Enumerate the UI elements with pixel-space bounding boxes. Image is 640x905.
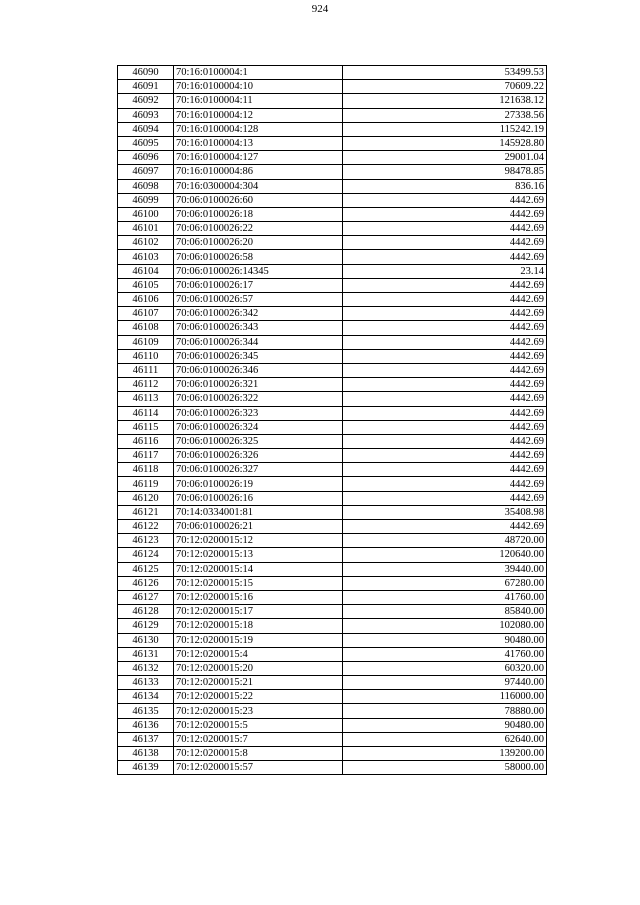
- table-row: [118, 449, 547, 463]
- row-number-cell: 46095: [118, 136, 174, 150]
- row-number-cell: 46133: [118, 676, 174, 690]
- value-cell: 4442.69: [343, 392, 547, 406]
- table-row: [118, 420, 547, 434]
- table-row: [118, 534, 547, 548]
- table-row: [118, 122, 547, 136]
- row-number-cell: 46109: [118, 335, 174, 349]
- row-number-cell: 46108: [118, 321, 174, 335]
- table-row: [118, 718, 547, 732]
- row-number-cell: 46113: [118, 392, 174, 406]
- cadastral-number-cell: 70:12:0200015:19: [174, 633, 343, 647]
- cadastral-number-cell: 70:12:0200015:15: [174, 576, 343, 590]
- cadastral-number-cell: 70:16:0100004:11: [174, 94, 343, 108]
- value-cell: 48720.00: [343, 534, 547, 548]
- cadastral-number-cell: 70:12:0200015:21: [174, 676, 343, 690]
- value-cell: 4442.69: [343, 363, 547, 377]
- value-cell: 98478.85: [343, 165, 547, 179]
- cadastral-number-cell: 70:06:0100026:57: [174, 293, 343, 307]
- cadastral-number-cell: 70:06:0100026:60: [174, 193, 343, 207]
- table-row: [118, 590, 547, 604]
- table-row: [118, 193, 547, 207]
- cadastral-number-cell: 70:16:0100004:128: [174, 122, 343, 136]
- table-row: [118, 463, 547, 477]
- page-number: 924: [311, 3, 329, 15]
- cadastral-number-cell: 70:12:0200015:16: [174, 590, 343, 604]
- row-number-cell: 46115: [118, 420, 174, 434]
- value-cell: 4442.69: [343, 378, 547, 392]
- value-cell: 53499.53: [343, 66, 547, 80]
- row-number-cell: 46131: [118, 647, 174, 661]
- table-row: [118, 690, 547, 704]
- table-row: [118, 250, 547, 264]
- row-number-cell: 46122: [118, 520, 174, 534]
- table-row: [118, 293, 547, 307]
- table-body: [118, 66, 547, 775]
- cadastral-number-cell: 70:12:0200015:18: [174, 619, 343, 633]
- value-cell: 102080.00: [343, 619, 547, 633]
- value-cell: 4442.69: [343, 193, 547, 207]
- row-number-cell: 46114: [118, 406, 174, 420]
- row-number-cell: 46112: [118, 378, 174, 392]
- cadastral-number-cell: 70:14:0334001:81: [174, 505, 343, 519]
- cadastral-number-cell: 70:12:0200015:13: [174, 548, 343, 562]
- value-cell: 85840.00: [343, 605, 547, 619]
- value-cell: 90480.00: [343, 718, 547, 732]
- table-row: [118, 66, 547, 80]
- value-cell: 121638.12: [343, 94, 547, 108]
- cadastral-number-cell: 70:06:0100026:325: [174, 434, 343, 448]
- value-cell: 90480.00: [343, 633, 547, 647]
- value-cell: 4442.69: [343, 406, 547, 420]
- cadastral-number-cell: 70:06:0100026:16: [174, 491, 343, 505]
- row-number-cell: 46098: [118, 179, 174, 193]
- row-number-cell: 46134: [118, 690, 174, 704]
- table-row: [118, 434, 547, 448]
- value-cell: 120640.00: [343, 548, 547, 562]
- value-cell: 116000.00: [343, 690, 547, 704]
- table-row: [118, 307, 547, 321]
- row-number-cell: 46121: [118, 505, 174, 519]
- value-cell: 4442.69: [343, 491, 547, 505]
- row-number-cell: 46106: [118, 293, 174, 307]
- value-cell: 41760.00: [343, 590, 547, 604]
- cadastral-number-cell: 70:12:0200015:8: [174, 747, 343, 761]
- row-number-cell: 46128: [118, 605, 174, 619]
- value-cell: 139200.00: [343, 747, 547, 761]
- table-row: [118, 136, 547, 150]
- table-row: [118, 704, 547, 718]
- table-row: [118, 647, 547, 661]
- table-row: [118, 222, 547, 236]
- cadastral-number-cell: 70:12:0200015:7: [174, 732, 343, 746]
- cadastral-number-cell: 70:16:0100004:1: [174, 66, 343, 80]
- cadastral-number-cell: 70:12:0200015:5: [174, 718, 343, 732]
- value-cell: 70609.22: [343, 80, 547, 94]
- cadastral-number-cell: 70:06:0100026:344: [174, 335, 343, 349]
- value-cell: 4442.69: [343, 420, 547, 434]
- cadastral-number-cell: 70:06:0100026:14345: [174, 264, 343, 278]
- cadastral-number-cell: 70:16:0100004:12: [174, 108, 343, 122]
- cadastral-number-cell: 70:06:0100026:327: [174, 463, 343, 477]
- cadastral-number-cell: 70:06:0100026:343: [174, 321, 343, 335]
- row-number-cell: 46094: [118, 122, 174, 136]
- value-cell: 35408.98: [343, 505, 547, 519]
- value-cell: 4442.69: [343, 463, 547, 477]
- value-cell: 4442.69: [343, 293, 547, 307]
- cadastral-number-cell: 70:12:0200015:57: [174, 761, 343, 775]
- table-row: [118, 548, 547, 562]
- cadastral-number-cell: 70:12:0200015:12: [174, 534, 343, 548]
- cadastral-number-cell: 70:12:0200015:14: [174, 562, 343, 576]
- table-row: [118, 676, 547, 690]
- value-cell: 115242.19: [343, 122, 547, 136]
- row-number-cell: 46139: [118, 761, 174, 775]
- row-number-cell: 46093: [118, 108, 174, 122]
- table-row: [118, 179, 547, 193]
- table-row: [118, 505, 547, 519]
- row-number-cell: 46120: [118, 491, 174, 505]
- table-row: [118, 363, 547, 377]
- cadastral-number-cell: 70:16:0100004:127: [174, 151, 343, 165]
- cadastral-number-cell: 70:06:0100026:323: [174, 406, 343, 420]
- row-number-cell: 46105: [118, 278, 174, 292]
- row-number-cell: 46103: [118, 250, 174, 264]
- table-row: [118, 80, 547, 94]
- table-row: [118, 236, 547, 250]
- row-number-cell: 46100: [118, 207, 174, 221]
- table-row: [118, 335, 547, 349]
- table-row: [118, 747, 547, 761]
- value-cell: 4442.69: [343, 434, 547, 448]
- table-row: [118, 406, 547, 420]
- cadastral-number-cell: 70:06:0100026:21: [174, 520, 343, 534]
- cadastral-number-cell: 70:12:0200015:4: [174, 647, 343, 661]
- row-number-cell: 46097: [118, 165, 174, 179]
- cadastral-number-cell: 70:06:0100026:321: [174, 378, 343, 392]
- cadastral-number-cell: 70:06:0100026:346: [174, 363, 343, 377]
- cadastral-number-cell: 70:06:0100026:22: [174, 222, 343, 236]
- table-row: [118, 378, 547, 392]
- cadastral-number-cell: 70:06:0100026:345: [174, 349, 343, 363]
- table-row: [118, 165, 547, 179]
- table-row: [118, 562, 547, 576]
- row-number-cell: 46107: [118, 307, 174, 321]
- row-number-cell: 46132: [118, 661, 174, 675]
- row-number-cell: 46137: [118, 732, 174, 746]
- row-number-cell: 46119: [118, 477, 174, 491]
- value-cell: 39440.00: [343, 562, 547, 576]
- cadastral-number-cell: 70:06:0100026:19: [174, 477, 343, 491]
- row-number-cell: 46099: [118, 193, 174, 207]
- row-number-cell: 46118: [118, 463, 174, 477]
- table-row: [118, 278, 547, 292]
- row-number-cell: 46104: [118, 264, 174, 278]
- cadastral-number-cell: 70:06:0100026:18: [174, 207, 343, 221]
- value-cell: 4442.69: [343, 307, 547, 321]
- table-row: [118, 321, 547, 335]
- cadastral-number-cell: 70:12:0200015:23: [174, 704, 343, 718]
- row-number-cell: 46116: [118, 434, 174, 448]
- row-number-cell: 46136: [118, 718, 174, 732]
- row-number-cell: 46135: [118, 704, 174, 718]
- row-number-cell: 46124: [118, 548, 174, 562]
- table-row: [118, 477, 547, 491]
- value-cell: 4442.69: [343, 222, 547, 236]
- cadastral-number-cell: 70:06:0100026:17: [174, 278, 343, 292]
- cadastral-number-cell: 70:06:0100026:326: [174, 449, 343, 463]
- table-row: [118, 520, 547, 534]
- value-cell: 145928.80: [343, 136, 547, 150]
- cadastral-number-cell: 70:12:0200015:20: [174, 661, 343, 675]
- value-cell: 78880.00: [343, 704, 547, 718]
- table-row: [118, 207, 547, 221]
- row-number-cell: 46123: [118, 534, 174, 548]
- value-cell: 23.14: [343, 264, 547, 278]
- value-cell: 60320.00: [343, 661, 547, 675]
- table-row: [118, 633, 547, 647]
- cadastral-number-cell: 70:16:0100004:10: [174, 80, 343, 94]
- cadastral-value-table: [117, 65, 547, 775]
- cadastral-number-cell: 70:06:0100026:342: [174, 307, 343, 321]
- cadastral-number-cell: 70:12:0200015:17: [174, 605, 343, 619]
- value-cell: 27338.56: [343, 108, 547, 122]
- table-row: [118, 349, 547, 363]
- row-number-cell: 46127: [118, 590, 174, 604]
- row-number-cell: 46117: [118, 449, 174, 463]
- row-number-cell: 46091: [118, 80, 174, 94]
- value-cell: 4442.69: [343, 236, 547, 250]
- row-number-cell: 46102: [118, 236, 174, 250]
- value-cell: 4442.69: [343, 477, 547, 491]
- table-row: [118, 619, 547, 633]
- value-cell: 4442.69: [343, 335, 547, 349]
- table-row: [118, 661, 547, 675]
- table-row: [118, 491, 547, 505]
- table-row: [118, 576, 547, 590]
- row-number-cell: 46129: [118, 619, 174, 633]
- row-number-cell: 46111: [118, 363, 174, 377]
- value-cell: 58000.00: [343, 761, 547, 775]
- table-row: [118, 761, 547, 775]
- cadastral-number-cell: 70:16:0300004:304: [174, 179, 343, 193]
- table-row: [118, 94, 547, 108]
- cadastral-number-cell: 70:16:0100004:13: [174, 136, 343, 150]
- row-number-cell: 46110: [118, 349, 174, 363]
- row-number-cell: 46096: [118, 151, 174, 165]
- value-cell: 29001.04: [343, 151, 547, 165]
- cadastral-number-cell: 70:06:0100026:58: [174, 250, 343, 264]
- value-cell: 67280.00: [343, 576, 547, 590]
- row-number-cell: 46125: [118, 562, 174, 576]
- value-cell: 62640.00: [343, 732, 547, 746]
- row-number-cell: 46130: [118, 633, 174, 647]
- row-number-cell: 46090: [118, 66, 174, 80]
- value-cell: 4442.69: [343, 520, 547, 534]
- cadastral-number-cell: 70:06:0100026:20: [174, 236, 343, 250]
- table-row: [118, 732, 547, 746]
- cadastral-number-cell: 70:12:0200015:22: [174, 690, 343, 704]
- value-cell: 97440.00: [343, 676, 547, 690]
- value-cell: 4442.69: [343, 207, 547, 221]
- row-number-cell: 46138: [118, 747, 174, 761]
- table-row: [118, 605, 547, 619]
- value-cell: 4442.69: [343, 449, 547, 463]
- table-row: [118, 151, 547, 165]
- value-cell: 4442.69: [343, 250, 547, 264]
- value-cell: 4442.69: [343, 349, 547, 363]
- cadastral-number-cell: 70:06:0100026:322: [174, 392, 343, 406]
- cadastral-number-cell: 70:16:0100004:86: [174, 165, 343, 179]
- row-number-cell: 46092: [118, 94, 174, 108]
- row-number-cell: 46126: [118, 576, 174, 590]
- value-cell: 41760.00: [343, 647, 547, 661]
- cadastral-number-cell: 70:06:0100026:324: [174, 420, 343, 434]
- value-cell: 4442.69: [343, 321, 547, 335]
- table-row: [118, 264, 547, 278]
- row-number-cell: 46101: [118, 222, 174, 236]
- table-row: [118, 392, 547, 406]
- value-cell: 836.16: [343, 179, 547, 193]
- table-row: [118, 108, 547, 122]
- value-cell: 4442.69: [343, 278, 547, 292]
